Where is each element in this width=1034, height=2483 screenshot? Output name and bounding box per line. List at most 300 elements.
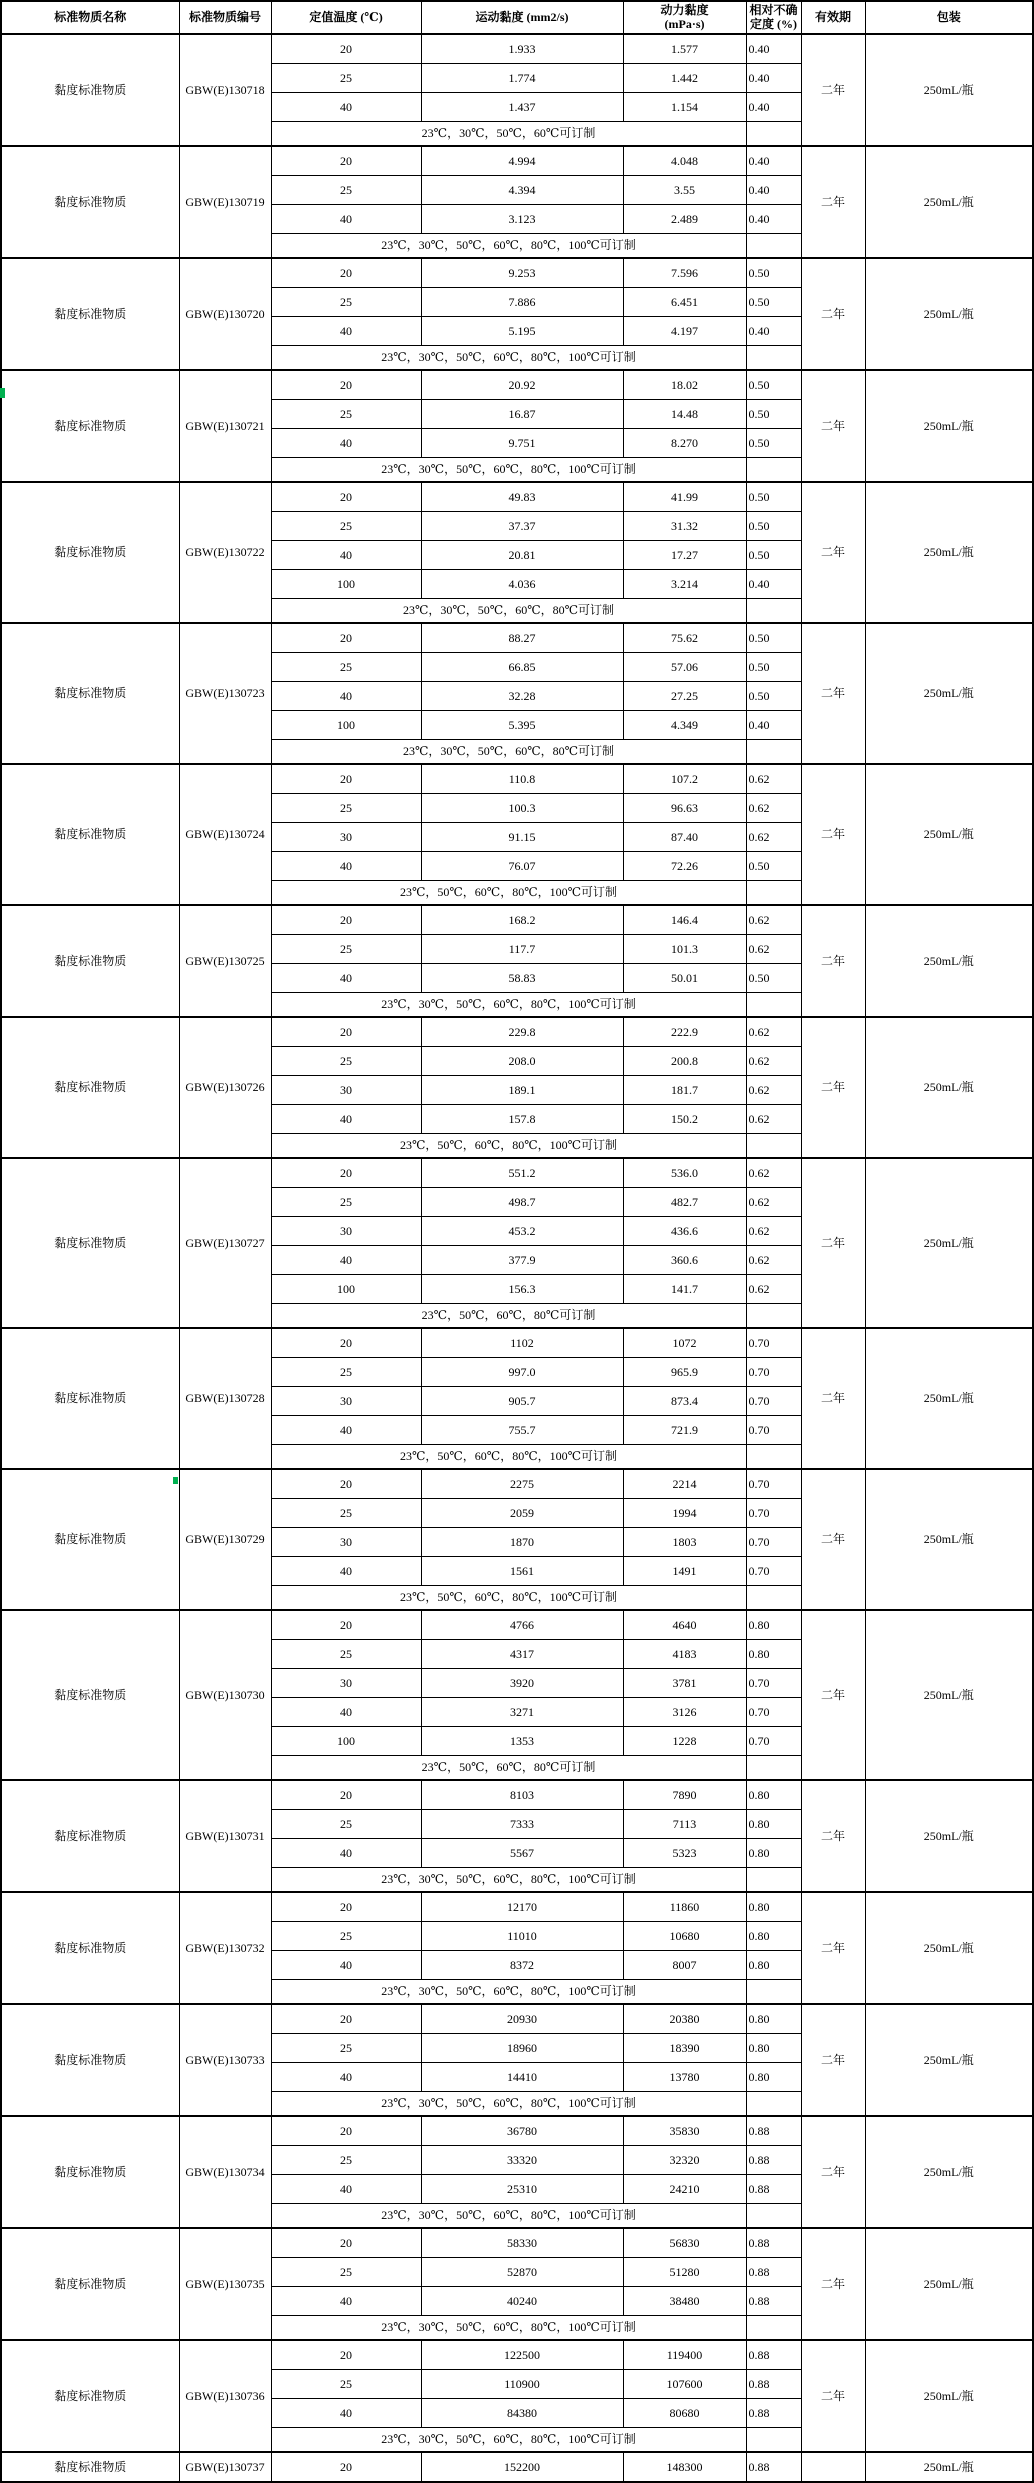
empty-uncertainty-cell bbox=[746, 1304, 801, 1329]
uncertainty-cell: 0.40 bbox=[746, 146, 801, 176]
material-name-cell: 黏度标准物质 bbox=[1, 1610, 179, 1780]
validity-cell: 二年 bbox=[801, 146, 865, 258]
kinematic-viscosity-cell: 4766 bbox=[421, 1610, 623, 1640]
temperature-cell: 20 bbox=[271, 1610, 421, 1640]
custom-order-note-cell: 23℃，30℃，50℃，60℃可订制 bbox=[271, 122, 746, 147]
temperature-cell: 20 bbox=[271, 1158, 421, 1188]
kinematic-viscosity-cell: 189.1 bbox=[421, 1076, 623, 1105]
uncertainty-cell: 0.62 bbox=[746, 1076, 801, 1105]
dynamic-viscosity-cell: 20380 bbox=[623, 2004, 746, 2034]
kinematic-viscosity-cell: 9.751 bbox=[421, 429, 623, 458]
dynamic-viscosity-cell: 18390 bbox=[623, 2034, 746, 2063]
uncertainty-cell: 0.70 bbox=[746, 1358, 801, 1387]
temperature-cell: 40 bbox=[271, 2287, 421, 2316]
dynamic-viscosity-cell: 3781 bbox=[623, 1669, 746, 1698]
uncertainty-cell: 0.80 bbox=[746, 1610, 801, 1640]
material-id-cell: GBW(E)130731 bbox=[179, 1780, 271, 1892]
temperature-cell: 30 bbox=[271, 1669, 421, 1698]
header-material-id: 标准物质编号 bbox=[179, 1, 271, 34]
kinematic-viscosity-cell: 8103 bbox=[421, 1780, 623, 1810]
table-row bbox=[1, 623, 1033, 653]
validity-cell: 二年 bbox=[801, 1892, 865, 2004]
uncertainty-cell: 0.50 bbox=[746, 482, 801, 512]
custom-order-note-cell: 23℃，30℃，50℃，60℃，80℃，100℃可订制 bbox=[271, 2316, 746, 2341]
custom-order-note-cell: 23℃，30℃，50℃，60℃，80℃，100℃可订制 bbox=[271, 993, 746, 1018]
table-row bbox=[1, 258, 1033, 288]
header-packaging: 包装 bbox=[865, 1, 1033, 34]
custom-order-note-cell: 23℃，30℃，50℃，60℃，80℃，100℃可订制 bbox=[271, 458, 746, 483]
temperature-cell: 40 bbox=[271, 205, 421, 234]
dynamic-viscosity-cell: 56830 bbox=[623, 2228, 746, 2258]
dynamic-viscosity-cell: 8.270 bbox=[623, 429, 746, 458]
validity-cell: 二年 bbox=[801, 2004, 865, 2116]
material-name-cell: 黏度标准物质 bbox=[1, 370, 179, 482]
material-name-cell: 黏度标准物质 bbox=[1, 482, 179, 623]
material-name-cell: 黏度标准物质 bbox=[1, 1328, 179, 1469]
dynamic-viscosity-cell: 7113 bbox=[623, 1810, 746, 1839]
green-artifact-mark-2 bbox=[173, 1477, 178, 1484]
packaging-cell: 250mL/瓶 bbox=[865, 258, 1033, 370]
uncertainty-cell: 0.80 bbox=[746, 1780, 801, 1810]
kinematic-viscosity-cell: 12170 bbox=[421, 1892, 623, 1922]
uncertainty-cell: 0.80 bbox=[746, 1951, 801, 1980]
dynamic-viscosity-cell: 141.7 bbox=[623, 1275, 746, 1304]
empty-uncertainty-cell bbox=[746, 1868, 801, 1893]
kinematic-viscosity-cell: 551.2 bbox=[421, 1158, 623, 1188]
header-validity: 有效期 bbox=[801, 1, 865, 34]
temperature-cell: 40 bbox=[271, 429, 421, 458]
empty-uncertainty-cell bbox=[746, 599, 801, 624]
dynamic-viscosity-cell: 13780 bbox=[623, 2063, 746, 2092]
temperature-cell: 30 bbox=[271, 823, 421, 852]
validity-cell bbox=[801, 2452, 865, 2482]
custom-order-note-cell: 23℃，30℃，50℃，60℃，80℃，100℃可订制 bbox=[271, 2092, 746, 2117]
temperature-cell: 20 bbox=[271, 1780, 421, 1810]
dynamic-viscosity-cell: 107.2 bbox=[623, 764, 746, 794]
dynamic-viscosity-cell: 107600 bbox=[623, 2370, 746, 2399]
dynamic-viscosity-cell: 965.9 bbox=[623, 1358, 746, 1387]
empty-uncertainty-cell bbox=[746, 740, 801, 765]
dynamic-viscosity-cell: 4.197 bbox=[623, 317, 746, 346]
uncertainty-cell: 0.88 bbox=[746, 2399, 801, 2428]
kinematic-viscosity-cell: 58330 bbox=[421, 2228, 623, 2258]
custom-order-note-cell: 23℃，30℃，50℃，60℃，80℃可订制 bbox=[271, 740, 746, 765]
kinematic-viscosity-cell: 16.87 bbox=[421, 400, 623, 429]
kinematic-viscosity-cell: 1.437 bbox=[421, 93, 623, 122]
kinematic-viscosity-cell: 5.195 bbox=[421, 317, 623, 346]
dynamic-viscosity-cell: 1.442 bbox=[623, 64, 746, 93]
dynamic-viscosity-cell: 38480 bbox=[623, 2287, 746, 2316]
packaging-cell: 250mL/瓶 bbox=[865, 905, 1033, 1017]
temperature-cell: 25 bbox=[271, 1188, 421, 1217]
uncertainty-cell: 0.40 bbox=[746, 205, 801, 234]
material-id-cell: GBW(E)130724 bbox=[179, 764, 271, 905]
table-row bbox=[1, 1610, 1033, 1640]
dynamic-viscosity-cell: 57.06 bbox=[623, 653, 746, 682]
uncertainty-cell: 0.40 bbox=[746, 570, 801, 599]
header-uncertainty: 相对不确定度 (%) bbox=[746, 1, 801, 34]
uncertainty-cell: 0.40 bbox=[746, 176, 801, 205]
table-row bbox=[1, 1017, 1033, 1047]
material-id-cell: GBW(E)130733 bbox=[179, 2004, 271, 2116]
dynamic-viscosity-cell: 3126 bbox=[623, 1698, 746, 1727]
material-id-cell: GBW(E)130722 bbox=[179, 482, 271, 623]
custom-order-note-cell: 23℃，30℃，50℃，60℃，80℃，100℃可订制 bbox=[271, 2204, 746, 2229]
kinematic-viscosity-cell: 2059 bbox=[421, 1499, 623, 1528]
packaging-cell: 250mL/瓶 bbox=[865, 34, 1033, 146]
temperature-cell: 40 bbox=[271, 541, 421, 570]
temperature-cell: 20 bbox=[271, 146, 421, 176]
header-dynamic-viscosity bbox=[623, 1, 746, 34]
kinematic-viscosity-cell: 66.85 bbox=[421, 653, 623, 682]
material-name-cell: 黏度标准物质 bbox=[1, 1780, 179, 1892]
temperature-cell: 40 bbox=[271, 1105, 421, 1134]
temperature-cell: 20 bbox=[271, 258, 421, 288]
kinematic-viscosity-cell: 52870 bbox=[421, 2258, 623, 2287]
custom-order-note-cell: 23℃，50℃，60℃，80℃可订制 bbox=[271, 1304, 746, 1329]
material-id-cell: GBW(E)130735 bbox=[179, 2228, 271, 2340]
material-id-cell: GBW(E)130730 bbox=[179, 1610, 271, 1780]
empty-uncertainty-cell bbox=[746, 1445, 801, 1470]
kinematic-viscosity-cell: 168.2 bbox=[421, 905, 623, 935]
temperature-cell: 20 bbox=[271, 1469, 421, 1499]
empty-uncertainty-cell bbox=[746, 2092, 801, 2117]
dynamic-viscosity-cell: 436.6 bbox=[623, 1217, 746, 1246]
kinematic-viscosity-cell: 208.0 bbox=[421, 1047, 623, 1076]
dynamic-viscosity-cell: 27.25 bbox=[623, 682, 746, 711]
material-id-cell: GBW(E)130728 bbox=[179, 1328, 271, 1469]
temperature-cell: 25 bbox=[271, 64, 421, 93]
temperature-cell: 25 bbox=[271, 1499, 421, 1528]
kinematic-viscosity-cell: 9.253 bbox=[421, 258, 623, 288]
material-name-cell: 黏度标准物质 bbox=[1, 905, 179, 1017]
packaging-cell: 250mL/瓶 bbox=[865, 1610, 1033, 1780]
dynamic-viscosity-cell: 119400 bbox=[623, 2340, 746, 2370]
dynamic-viscosity-cell: 31.32 bbox=[623, 512, 746, 541]
material-name-cell: 黏度标准物质 bbox=[1, 1469, 179, 1610]
dynamic-viscosity-cell: 148300 bbox=[623, 2452, 746, 2482]
temperature-cell: 20 bbox=[271, 370, 421, 400]
table-row bbox=[1, 1469, 1033, 1499]
dynamic-viscosity-cell: 4183 bbox=[623, 1640, 746, 1669]
packaging-cell: 250mL/瓶 bbox=[865, 623, 1033, 764]
uncertainty-cell: 0.70 bbox=[746, 1557, 801, 1586]
dynamic-viscosity-cell: 11860 bbox=[623, 1892, 746, 1922]
dynamic-viscosity-cell: 4.048 bbox=[623, 146, 746, 176]
packaging-cell: 250mL/瓶 bbox=[865, 370, 1033, 482]
custom-order-note-cell: 23℃，30℃，50℃，60℃，80℃，100℃可订制 bbox=[271, 1868, 746, 1893]
temperature-cell: 25 bbox=[271, 1640, 421, 1669]
kinematic-viscosity-cell: 1353 bbox=[421, 1727, 623, 1756]
packaging-cell: 250mL/瓶 bbox=[865, 1328, 1033, 1469]
temperature-cell: 25 bbox=[271, 1810, 421, 1839]
uncertainty-cell: 0.62 bbox=[746, 905, 801, 935]
kinematic-viscosity-cell: 4.994 bbox=[421, 146, 623, 176]
custom-order-note-cell: 23℃，30℃，50℃，60℃，80℃，100℃可订制 bbox=[271, 2428, 746, 2453]
dynamic-viscosity-cell: 2214 bbox=[623, 1469, 746, 1499]
dynamic-viscosity-cell: 18.02 bbox=[623, 370, 746, 400]
kinematic-viscosity-cell: 18960 bbox=[421, 2034, 623, 2063]
temperature-cell: 20 bbox=[271, 2452, 421, 2482]
dynamic-viscosity-cell: 10680 bbox=[623, 1922, 746, 1951]
uncertainty-cell: 0.62 bbox=[746, 1105, 801, 1134]
kinematic-viscosity-cell: 156.3 bbox=[421, 1275, 623, 1304]
empty-uncertainty-cell bbox=[746, 2428, 801, 2453]
temperature-cell: 40 bbox=[271, 2175, 421, 2204]
dynamic-viscosity-cell: 1.154 bbox=[623, 93, 746, 122]
validity-cell: 二年 bbox=[801, 2340, 865, 2452]
kinematic-viscosity-cell: 3271 bbox=[421, 1698, 623, 1727]
empty-uncertainty-cell bbox=[746, 458, 801, 483]
temperature-cell: 25 bbox=[271, 1358, 421, 1387]
temperature-cell: 30 bbox=[271, 1387, 421, 1416]
temperature-cell: 25 bbox=[271, 288, 421, 317]
material-id-cell: GBW(E)130721 bbox=[179, 370, 271, 482]
table-row bbox=[1, 1328, 1033, 1358]
material-name-cell: 黏度标准物质 bbox=[1, 2116, 179, 2228]
kinematic-viscosity-cell: 76.07 bbox=[421, 852, 623, 881]
temperature-cell: 20 bbox=[271, 34, 421, 64]
uncertainty-cell: 0.88 bbox=[746, 2287, 801, 2316]
temperature-cell: 20 bbox=[271, 2004, 421, 2034]
uncertainty-cell: 0.70 bbox=[746, 1669, 801, 1698]
empty-uncertainty-cell bbox=[746, 346, 801, 371]
table-row bbox=[1, 2340, 1033, 2370]
uncertainty-cell: 0.88 bbox=[746, 2116, 801, 2146]
temperature-cell: 25 bbox=[271, 176, 421, 205]
table-body bbox=[1, 34, 1033, 2482]
dynamic-viscosity-cell: 6.451 bbox=[623, 288, 746, 317]
header-temperature: 定值温度 (℃) bbox=[271, 1, 421, 34]
packaging-cell: 250mL/瓶 bbox=[865, 1469, 1033, 1610]
uncertainty-cell: 0.80 bbox=[746, 1922, 801, 1951]
material-id-cell: GBW(E)130725 bbox=[179, 905, 271, 1017]
temperature-cell: 40 bbox=[271, 2399, 421, 2428]
uncertainty-cell: 0.70 bbox=[746, 1727, 801, 1756]
table-row bbox=[1, 2004, 1033, 2034]
header-kinematic-viscosity: 运动黏度 (mm2/s) bbox=[421, 1, 623, 34]
validity-cell: 二年 bbox=[801, 1017, 865, 1158]
validity-cell: 二年 bbox=[801, 2116, 865, 2228]
kinematic-viscosity-cell: 88.27 bbox=[421, 623, 623, 653]
dynamic-viscosity-cell: 222.9 bbox=[623, 1017, 746, 1047]
uncertainty-cell: 0.80 bbox=[746, 1810, 801, 1839]
kinematic-viscosity-cell: 997.0 bbox=[421, 1358, 623, 1387]
temperature-cell: 20 bbox=[271, 1328, 421, 1358]
custom-order-note-cell: 23℃，50℃，60℃，80℃可订制 bbox=[271, 1756, 746, 1781]
material-name-cell: 黏度标准物质 bbox=[1, 1017, 179, 1158]
material-name-cell: 黏度标准物质 bbox=[1, 764, 179, 905]
dynamic-viscosity-cell: 360.6 bbox=[623, 1246, 746, 1275]
empty-uncertainty-cell bbox=[746, 881, 801, 906]
packaging-cell: 250mL/瓶 bbox=[865, 1017, 1033, 1158]
packaging-cell: 250mL/瓶 bbox=[865, 1892, 1033, 2004]
temperature-cell: 20 bbox=[271, 482, 421, 512]
kinematic-viscosity-cell: 110900 bbox=[421, 2370, 623, 2399]
empty-uncertainty-cell bbox=[746, 2316, 801, 2341]
uncertainty-cell: 0.50 bbox=[746, 623, 801, 653]
kinematic-viscosity-cell: 117.7 bbox=[421, 935, 623, 964]
validity-cell: 二年 bbox=[801, 1158, 865, 1328]
uncertainty-cell: 0.62 bbox=[746, 935, 801, 964]
dynamic-viscosity-cell: 32320 bbox=[623, 2146, 746, 2175]
uncertainty-cell: 0.70 bbox=[746, 1416, 801, 1445]
kinematic-viscosity-cell: 14410 bbox=[421, 2063, 623, 2092]
dynamic-viscosity-cell: 35830 bbox=[623, 2116, 746, 2146]
temperature-cell: 100 bbox=[271, 1727, 421, 1756]
dynamic-viscosity-cell: 101.3 bbox=[623, 935, 746, 964]
temperature-cell: 40 bbox=[271, 1246, 421, 1275]
uncertainty-cell: 0.62 bbox=[746, 1188, 801, 1217]
material-name-cell: 黏度标准物质 bbox=[1, 2340, 179, 2452]
temperature-cell: 40 bbox=[271, 2063, 421, 2092]
temperature-cell: 25 bbox=[271, 2146, 421, 2175]
uncertainty-cell: 0.62 bbox=[746, 794, 801, 823]
uncertainty-cell: 0.88 bbox=[746, 2258, 801, 2287]
kinematic-viscosity-cell: 1561 bbox=[421, 1557, 623, 1586]
uncertainty-cell: 0.50 bbox=[746, 258, 801, 288]
temperature-cell: 100 bbox=[271, 711, 421, 740]
empty-uncertainty-cell bbox=[746, 1980, 801, 2005]
material-name-cell: 黏度标准物质 bbox=[1, 2452, 179, 2482]
kinematic-viscosity-cell: 4.394 bbox=[421, 176, 623, 205]
temperature-cell: 20 bbox=[271, 623, 421, 653]
kinematic-viscosity-cell: 5567 bbox=[421, 1839, 623, 1868]
uncertainty-cell: 0.80 bbox=[746, 2034, 801, 2063]
kinematic-viscosity-cell: 1870 bbox=[421, 1528, 623, 1557]
temperature-cell: 20 bbox=[271, 764, 421, 794]
uncertainty-cell: 0.80 bbox=[746, 1892, 801, 1922]
temperature-cell: 40 bbox=[271, 852, 421, 881]
dynamic-viscosity-cell: 181.7 bbox=[623, 1076, 746, 1105]
validity-cell: 二年 bbox=[801, 1610, 865, 1780]
material-name-cell: 黏度标准物质 bbox=[1, 2228, 179, 2340]
kinematic-viscosity-cell: 229.8 bbox=[421, 1017, 623, 1047]
kinematic-viscosity-cell: 7333 bbox=[421, 1810, 623, 1839]
material-id-cell: GBW(E)130734 bbox=[179, 2116, 271, 2228]
dynamic-viscosity-cell: 2.489 bbox=[623, 205, 746, 234]
table-row bbox=[1, 905, 1033, 935]
table-row bbox=[1, 1158, 1033, 1188]
uncertainty-cell: 0.50 bbox=[746, 541, 801, 570]
material-id-cell: GBW(E)130737 bbox=[179, 2452, 271, 2482]
temperature-cell: 25 bbox=[271, 2034, 421, 2063]
dynamic-viscosity-cell: 200.8 bbox=[623, 1047, 746, 1076]
header-dynamic-viscosity-label: 动力黏度 (mPa·s) bbox=[660, 2, 709, 31]
kinematic-viscosity-cell: 905.7 bbox=[421, 1387, 623, 1416]
kinematic-viscosity-cell: 3920 bbox=[421, 1669, 623, 1698]
uncertainty-cell: 0.70 bbox=[746, 1698, 801, 1727]
material-id-cell: GBW(E)130729 bbox=[179, 1469, 271, 1610]
uncertainty-cell: 0.50 bbox=[746, 288, 801, 317]
dynamic-viscosity-cell: 50.01 bbox=[623, 964, 746, 993]
kinematic-viscosity-cell: 37.37 bbox=[421, 512, 623, 541]
uncertainty-cell: 0.80 bbox=[746, 2004, 801, 2034]
dynamic-viscosity-cell: 1072 bbox=[623, 1328, 746, 1358]
material-id-cell: GBW(E)130719 bbox=[179, 146, 271, 258]
packaging-cell: 250mL/瓶 bbox=[865, 2228, 1033, 2340]
kinematic-viscosity-cell: 2275 bbox=[421, 1469, 623, 1499]
kinematic-viscosity-cell: 40240 bbox=[421, 2287, 623, 2316]
uncertainty-cell: 0.88 bbox=[746, 2146, 801, 2175]
kinematic-viscosity-cell: 100.3 bbox=[421, 794, 623, 823]
dynamic-viscosity-cell: 4.349 bbox=[623, 711, 746, 740]
packaging-cell: 250mL/瓶 bbox=[865, 146, 1033, 258]
uncertainty-cell: 0.40 bbox=[746, 317, 801, 346]
dynamic-viscosity-cell: 1228 bbox=[623, 1727, 746, 1756]
validity-cell: 二年 bbox=[801, 258, 865, 370]
packaging-cell: 250mL/瓶 bbox=[865, 1780, 1033, 1892]
uncertainty-cell: 0.88 bbox=[746, 2340, 801, 2370]
dynamic-viscosity-cell: 873.4 bbox=[623, 1387, 746, 1416]
dynamic-viscosity-cell: 1491 bbox=[623, 1557, 746, 1586]
material-name-cell: 黏度标准物质 bbox=[1, 34, 179, 146]
uncertainty-cell: 0.50 bbox=[746, 852, 801, 881]
kinematic-viscosity-cell: 25310 bbox=[421, 2175, 623, 2204]
uncertainty-cell: 0.50 bbox=[746, 964, 801, 993]
validity-cell: 二年 bbox=[801, 482, 865, 623]
temperature-cell: 100 bbox=[271, 1275, 421, 1304]
uncertainty-cell: 0.62 bbox=[746, 1158, 801, 1188]
kinematic-viscosity-cell: 755.7 bbox=[421, 1416, 623, 1445]
dynamic-viscosity-cell: 3.55 bbox=[623, 176, 746, 205]
dynamic-viscosity-cell: 24210 bbox=[623, 2175, 746, 2204]
uncertainty-cell: 0.40 bbox=[746, 34, 801, 64]
table-header bbox=[1, 1, 1033, 34]
kinematic-viscosity-cell: 20.92 bbox=[421, 370, 623, 400]
custom-order-note-cell: 23℃，30℃，50℃，60℃，80℃，100℃可订制 bbox=[271, 1980, 746, 2005]
dynamic-viscosity-cell: 96.63 bbox=[623, 794, 746, 823]
uncertainty-cell: 0.62 bbox=[746, 1246, 801, 1275]
header-material-name: 标准物质名称 bbox=[1, 1, 179, 34]
kinematic-viscosity-cell: 122500 bbox=[421, 2340, 623, 2370]
kinematic-viscosity-cell: 3.123 bbox=[421, 205, 623, 234]
material-id-cell: GBW(E)130720 bbox=[179, 258, 271, 370]
uncertainty-cell: 0.50 bbox=[746, 400, 801, 429]
kinematic-viscosity-cell: 91.15 bbox=[421, 823, 623, 852]
kinematic-viscosity-cell: 20.81 bbox=[421, 541, 623, 570]
temperature-cell: 30 bbox=[271, 1528, 421, 1557]
green-artifact-mark-1 bbox=[0, 388, 5, 398]
temperature-cell: 40 bbox=[271, 93, 421, 122]
custom-order-note-cell: 23℃，50℃，60℃，80℃，100℃可订制 bbox=[271, 1586, 746, 1611]
temperature-cell: 20 bbox=[271, 1017, 421, 1047]
dynamic-viscosity-cell: 721.9 bbox=[623, 1416, 746, 1445]
kinematic-viscosity-cell: 11010 bbox=[421, 1922, 623, 1951]
validity-cell: 二年 bbox=[801, 905, 865, 1017]
temperature-cell: 20 bbox=[271, 1892, 421, 1922]
kinematic-viscosity-cell: 4.036 bbox=[421, 570, 623, 599]
temperature-cell: 25 bbox=[271, 1922, 421, 1951]
temperature-cell: 20 bbox=[271, 905, 421, 935]
empty-uncertainty-cell bbox=[746, 122, 801, 147]
temperature-cell: 100 bbox=[271, 570, 421, 599]
uncertainty-cell: 0.40 bbox=[746, 64, 801, 93]
kinematic-viscosity-cell: 49.83 bbox=[421, 482, 623, 512]
custom-order-note-cell: 23℃，50℃，60℃，80℃，100℃可订制 bbox=[271, 1445, 746, 1470]
dynamic-viscosity-cell: 17.27 bbox=[623, 541, 746, 570]
kinematic-viscosity-cell: 1.933 bbox=[421, 34, 623, 64]
material-id-cell: GBW(E)130736 bbox=[179, 2340, 271, 2452]
table-row bbox=[1, 34, 1033, 64]
packaging-cell: 250mL/瓶 bbox=[865, 482, 1033, 623]
material-name-cell: 黏度标准物质 bbox=[1, 623, 179, 764]
dynamic-viscosity-cell: 3.214 bbox=[623, 570, 746, 599]
kinematic-viscosity-cell: 4317 bbox=[421, 1640, 623, 1669]
uncertainty-cell: 0.70 bbox=[746, 1328, 801, 1358]
uncertainty-cell: 0.80 bbox=[746, 2063, 801, 2092]
uncertainty-cell: 0.88 bbox=[746, 2370, 801, 2399]
